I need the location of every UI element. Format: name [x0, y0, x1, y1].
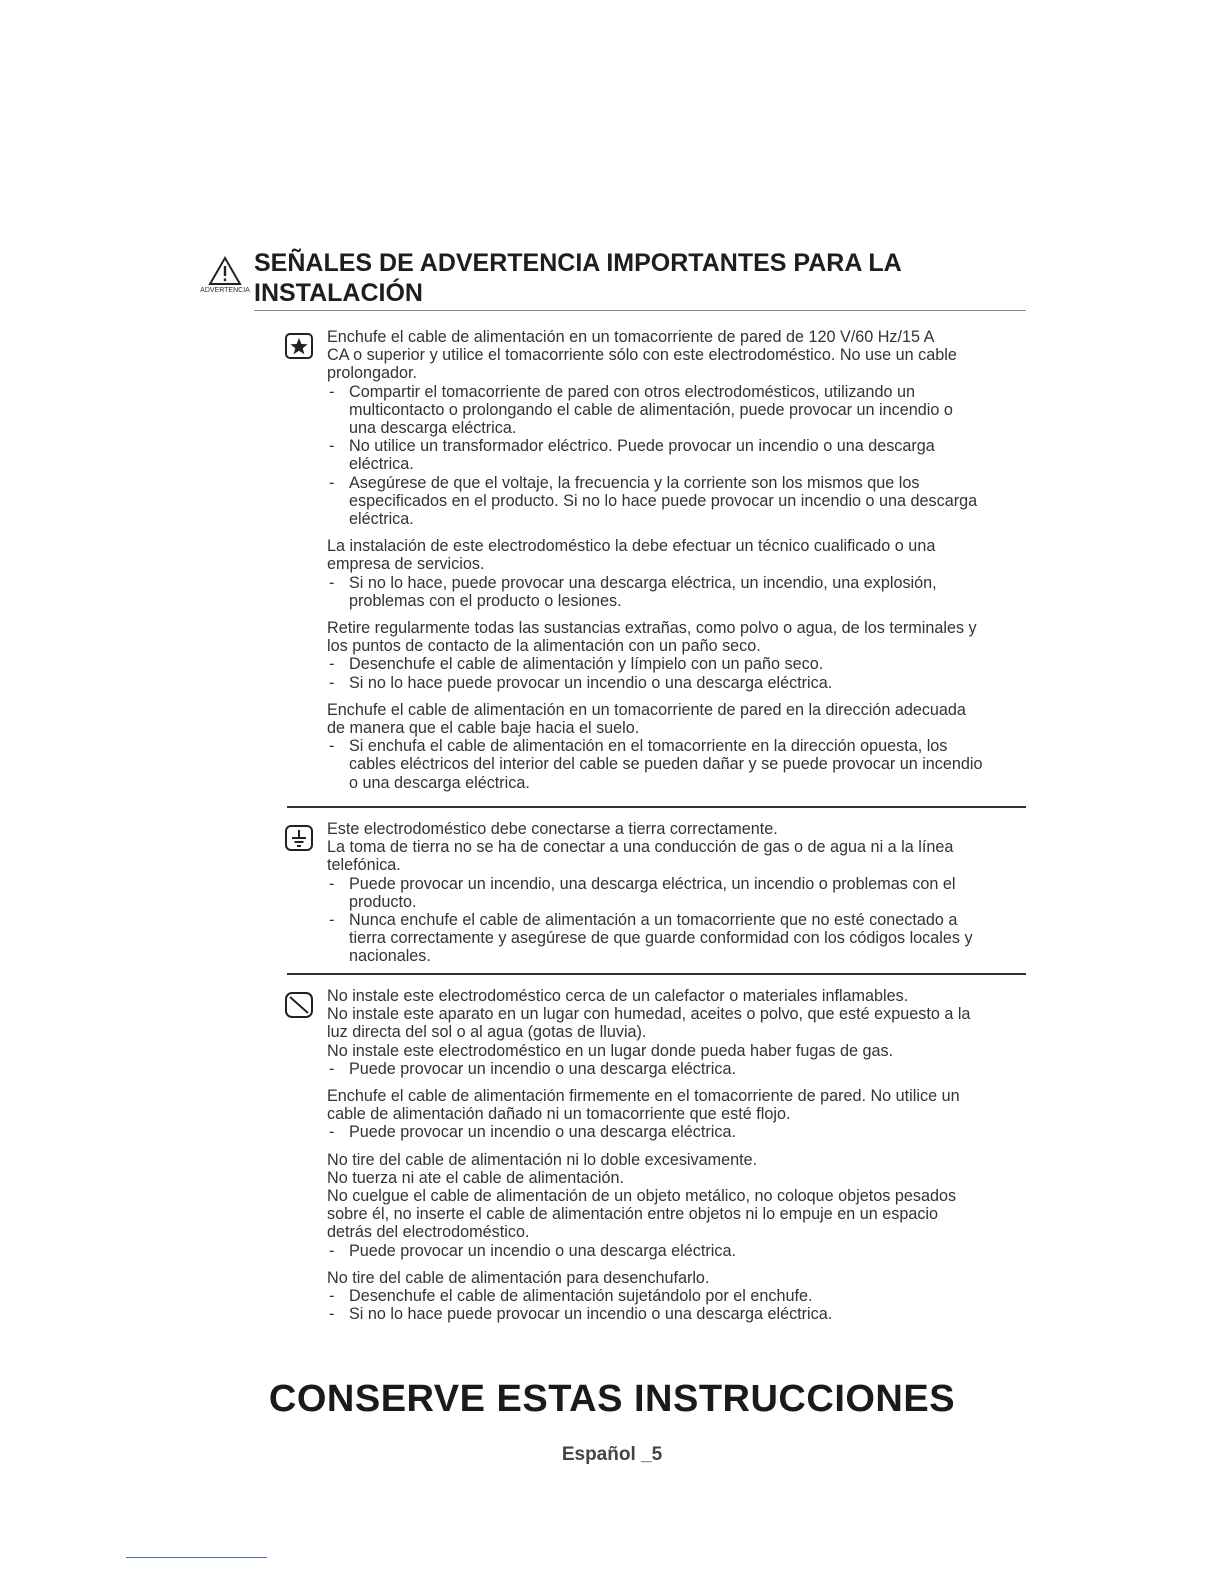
page-title-line2: INSTALACIÓN: [254, 279, 423, 307]
text-line: Este electrodoméstico debe conectarse a tierra correctamente.: [327, 820, 778, 838]
section-body: [327, 328, 1026, 792]
paragraph: [327, 328, 1026, 383]
bullet-item: [327, 875, 1026, 911]
text-line: No instale este electrodoméstico en un lugar donde pueda haber fugas de gas.: [327, 1041, 894, 1060]
text-line: Retire regularmente todas las sustancias extrañas, como polvo o agua, de los terminales y: [327, 619, 977, 638]
bullet-line: - Puede provocar un incendio o una descarga eléctrica.: [349, 1059, 736, 1078]
section-divider: [287, 973, 1026, 975]
text-line: No tire del cable de alimentación para desenchufarlo.: [327, 1268, 710, 1287]
star-icon: [284, 332, 316, 360]
paragraph: [327, 987, 1026, 1060]
bullet-item: [327, 1242, 1026, 1260]
bullet-item: [327, 911, 1026, 966]
paragraph-group: [327, 537, 1026, 610]
bullet-line: - Si no lo hace, puede provocar una descarga eléctrica, un incendio, una explosión,: [349, 573, 937, 592]
paragraph: [327, 820, 1026, 875]
text-line: No cuelgue el cable de alimentación de un objeto metálico, no coloque objetos pesados: [327, 1187, 957, 1206]
paragraph: [327, 537, 1026, 573]
warning-icon-label: ADVERTENCIA: [200, 287, 250, 294]
paragraph-group: [327, 1269, 1026, 1324]
bullet-line: - Compartir el tomacorriente de pared con otros electrodomésticos, utilizando un: [349, 382, 915, 401]
bullet-line: - Si no lo hace puede provocar un incendio o una descarga eléctrica.: [349, 1305, 833, 1324]
bullet-item: [327, 1060, 1026, 1078]
page-title-line1: SEÑALES DE ADVERTENCIA IMPORTANTES PARA LA: [254, 249, 902, 277]
paragraph-group: [327, 820, 1026, 966]
text-line: empresa de servicios.: [327, 555, 485, 574]
paragraph: [327, 1151, 1026, 1242]
bullet-line: producto.: [349, 892, 417, 911]
warning-icon: [196, 256, 254, 294]
bullet-item: [327, 1123, 1026, 1141]
text-line: CA o superior y utilice el tomacorriente sólo con este electrodoméstico. No use un cable: [327, 346, 957, 365]
page-footer: Español _5: [561, 1444, 663, 1465]
bullet-line: - Si enchufa el cable de alimentación en el tomacorriente en la dirección opuesta, los: [349, 737, 948, 756]
paragraph-group: [327, 619, 1026, 692]
bullet-line: - No utilice un transformador eléctrico. Puede provocar un incendio o una descarga: [349, 437, 935, 456]
bullet-line: eléctrica.: [349, 455, 414, 474]
bullet-item: [327, 383, 1026, 438]
bullet-item: [327, 737, 1026, 792]
text-line: No instale este electrodoméstico cerca de un calefactor o materiales inflamables.: [327, 987, 909, 1005]
ground-icon: [284, 824, 316, 852]
closing-heading: CONSERVE ESTAS INSTRUCCIONES: [268, 1378, 956, 1420]
text-line: los puntos de contacto de la alimentación con un paño seco.: [327, 637, 761, 656]
bullet-line: - Puede provocar un incendio o una descarga eléctrica.: [349, 1241, 736, 1260]
paragraph: [327, 1087, 1026, 1123]
bullet-line: - Nunca enchufe el cable de alimentación a un tomacorriente que no esté conectado a: [349, 911, 958, 930]
paragraph-group: [327, 1087, 1026, 1142]
text-line: Enchufe el cable de alimentación firmemente en el tomacorriente de pared. No utilice un: [327, 1087, 960, 1106]
text-line: No instale este aparato en un lugar con humedad, aceites o polvo, que esté expuesto a la: [327, 1005, 971, 1024]
section-header: [196, 248, 1026, 308]
text-line: La toma de tierra no se ha de conectar a una conducción de gas o de agua ni a la línea: [327, 838, 954, 857]
bullet-line: o una descarga eléctrica.: [349, 773, 530, 792]
bullet-line: - Puede provocar un incendio o una descarga eléctrica.: [349, 1123, 736, 1142]
text-line: telefónica.: [327, 856, 401, 875]
bullet-item: [327, 1287, 1026, 1305]
bullet-item: [327, 1305, 1026, 1323]
prohibited-icon: [284, 991, 316, 1019]
bullet-line: - Asegúrese de que el voltaje, la frecuencia y la corriente son los mismos que los: [349, 473, 920, 492]
bullet-line: - Desenchufe el cable de alimentación sujetándolo por el enchufe.: [349, 1287, 813, 1306]
title-divider: [254, 310, 1026, 311]
text-line: La instalación de este electrodoméstico la debe efectuar un técnico cualificado o una: [327, 537, 936, 556]
text-line: Enchufe el cable de alimentación en un tomacorriente de pared en la dirección adecuada: [327, 700, 966, 719]
paragraph: [327, 1269, 1026, 1287]
bullet-line: nacionales.: [349, 947, 431, 966]
text-line: luz directa del sol o al agua (gotas de lluvia).: [327, 1023, 647, 1042]
text-line: sobre él, no inserte el cable de alimentación entre objetos ni lo empuje en un espacio: [327, 1205, 939, 1224]
bullet-item: [327, 474, 1026, 529]
bullet-item: [327, 655, 1026, 673]
section-body: [327, 820, 1026, 966]
paragraph: [327, 619, 1026, 655]
bullet-line: - Desenchufe el cable de alimentación y límpielo con un paño seco.: [349, 655, 824, 674]
bullet-line: - Puede provocar un incendio, una descarga eléctrica, un incendio o problemas con el: [349, 874, 956, 893]
bullet-line: eléctrica.: [349, 510, 414, 529]
bullet-line: multicontacto o prolongando el cable de alimentación, puede provocar un incendio o: [349, 400, 953, 419]
bullet-item: [327, 437, 1026, 473]
bullet-item: [327, 674, 1026, 692]
bullet-item: [327, 574, 1026, 610]
text-line: cable de alimentación dañado ni un tomacorriente que esté flojo.: [327, 1105, 791, 1124]
section-grounding: [284, 820, 1026, 966]
text-line: detrás del electrodoméstico.: [327, 1223, 530, 1242]
bullet-line: especificados en el producto. Si no lo hace puede provocar un incendio o una descarga: [349, 491, 978, 510]
section-power-cable: [284, 328, 1026, 792]
footer-rule: [126, 1557, 267, 1558]
bullet-line: una descarga eléctrica.: [349, 419, 517, 438]
paragraph-group: [327, 328, 1026, 528]
section-divider: [287, 806, 1026, 808]
text-line: No tuerza ni ate el cable de alimentación.: [327, 1168, 624, 1187]
paragraph-group: [327, 987, 1026, 1078]
bullet-line: cables eléctricos del interior del cable se pueden dañar y se puede provocar un incendio: [349, 755, 983, 774]
section-body: [327, 987, 1026, 1323]
text-line: No tire del cable de alimentación ni lo doble excesivamente.: [327, 1150, 758, 1169]
text-line: prolongador.: [327, 364, 418, 383]
bullet-line: - Si no lo hace puede provocar un incendio o una descarga eléctrica.: [349, 673, 833, 692]
paragraph-group: [327, 701, 1026, 792]
paragraph: [327, 701, 1026, 737]
page-title: [254, 248, 1026, 308]
bullet-line: tierra correctamente y asegúrese de que guarde conformidad con los códigos locales y: [349, 929, 973, 948]
text-line: de manera que el cable baje hacia el suelo.: [327, 719, 640, 738]
bullet-line: problemas con el producto o lesiones.: [349, 591, 622, 610]
section-prohibitions: [284, 987, 1026, 1323]
paragraph-group: [327, 1151, 1026, 1260]
text-line: Enchufe el cable de alimentación en un tomacorriente de pared de 120 V/60 Hz/15 A: [327, 328, 935, 346]
